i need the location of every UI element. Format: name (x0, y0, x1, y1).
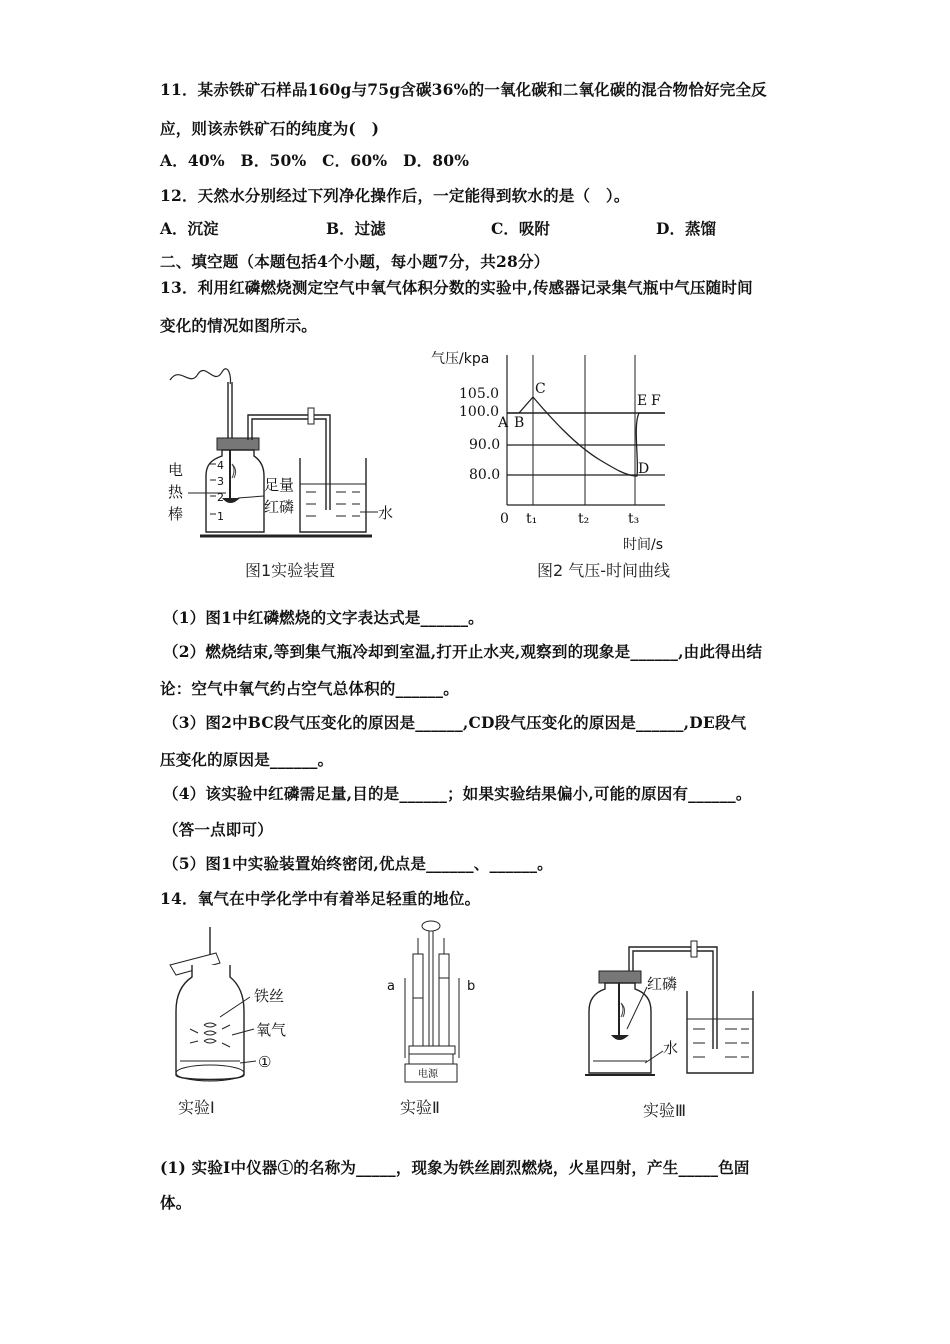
exp1-label-wire: 铁丝 (254, 987, 285, 1005)
q13-sub5: （5）图1中实验装置始终密闭,优点是______、______。 (163, 854, 553, 873)
fig1-rod-label-2: 热 (168, 483, 184, 501)
exp2-figure (375, 918, 495, 1090)
q13-line2: 变化的情况如图所示。 (160, 316, 318, 335)
q11-line2: 应，则该赤铁矿石的纯度为( ) (160, 119, 380, 138)
fig2-point-f: F (651, 393, 661, 409)
fig2-point-b: B (514, 415, 525, 431)
exp3-caption: 实验Ⅲ (643, 1101, 687, 1120)
fig2-point-d: D (638, 461, 650, 477)
fig1-caption: 图1实验装置 (245, 561, 336, 580)
fig2-ylabel: 气压/kpa (431, 351, 490, 367)
exp3-label-phos: 红磷 (647, 975, 678, 993)
fig2-ytick-80: 80.0 (469, 467, 501, 483)
exp1-label-oxygen: 氧气 (256, 1021, 287, 1039)
q14-sub1-line1: (1) 实验Ⅰ中仪器①的名称为_____，现象为铁丝剧烈燃烧，火星四射，产生_____色固 (160, 1158, 750, 1177)
fig2-xtick-t3: t₃ (628, 511, 640, 527)
fig1-phos-label-1: 足量 (264, 476, 295, 494)
fig1-phos-label-2: 红磷 (264, 498, 295, 516)
fig1-scale-3: 3 (217, 475, 224, 488)
section-heading: 二、填空题（本题包括4个小题，每小题7分，共28分） (160, 252, 550, 271)
exp2-caption: 实验Ⅱ (400, 1098, 440, 1117)
q13-sub3-line2: 压变化的原因是______。 (160, 750, 334, 769)
exp2-label-b: b (467, 979, 476, 994)
fig1-apparatus (160, 360, 410, 550)
q13-sub2-line2: 论：空气中氧气约占空气总体积的______。 (160, 679, 459, 698)
fig2-xtick-t1: t₁ (526, 511, 538, 527)
fig1-water-label: 水 (378, 504, 394, 522)
q13-sub2-line1: （2）燃烧结束,等到集气瓶冷却到室温,打开止水夹,观察到的现象是______,由此得出结 (163, 642, 763, 661)
fig2-point-c: C (535, 381, 546, 397)
exp3-figure (585, 925, 760, 1085)
q11-options: A．40% B．50% C．60% D．80% (160, 151, 470, 170)
fig1-scale-4: 4 (217, 459, 224, 472)
exp1-caption: 实验Ⅰ (178, 1098, 215, 1117)
exp2-label-power: 电源 (418, 1069, 438, 1080)
fig2-point-e: E (637, 393, 648, 409)
q13-sub1: （1）图1中红磷燃烧的文字表达式是______。 (163, 608, 484, 627)
fig2-ytick-90: 90.0 (469, 437, 501, 453)
fig2-caption: 图2 气压-时间曲线 (537, 561, 671, 580)
fig2-point-a: A (498, 415, 509, 431)
q12-option-a: A．沉淀 (160, 219, 219, 238)
q12-option-d: D．蒸馏 (656, 219, 716, 238)
q11-line1: 11．某赤铁矿石样品160g与75g含碳36%的一氧化碳和二氧化碳的混合物恰好完全反 (160, 80, 767, 99)
exp1-figure (160, 925, 310, 1120)
q13-sub4-line2: （答一点即可） (163, 820, 273, 839)
fig1-scale-2: 2 (217, 491, 224, 504)
fig1-scale-1: 1 (217, 510, 224, 523)
fig2-xtick-t2: t₂ (578, 511, 590, 527)
fig1-rod-label-1: 电 (168, 461, 184, 479)
exp1-label-circle: ① (258, 1053, 272, 1071)
q13-sub3-line1: （3）图2中BC段气压变化的原因是______,CD段气压变化的原因是______,DE段气 (163, 713, 747, 732)
q12-stem: 12．天然水分别经过下列净化操作后，一定能得到软水的是（ ）。 (160, 186, 630, 205)
q13-line1: 13．利用红磷燃烧测定空气中氧气体积分数的实验中,传感器记录集气瓶中气压随时间 (160, 278, 753, 297)
fig2-xlabel: 时间/s (623, 537, 664, 553)
fig1-rod-label-3: 棒 (168, 505, 184, 523)
fig2-xtick-0: 0 (500, 511, 509, 527)
fig2-ytick-105: 105.0 (459, 386, 500, 402)
q14-stem: 14．氧气在中学化学中有着举足轻重的地位。 (160, 889, 481, 908)
fig2-pressure-chart (425, 345, 685, 560)
q12-option-b: B．过滤 (326, 219, 386, 238)
q13-sub4-line1: （4）该实验中红磷需足量,目的是______；如果实验结果偏小,可能的原因有______。 (163, 784, 752, 803)
q12-option-c: C．吸附 (491, 219, 550, 238)
exp2-label-a: a (387, 979, 395, 994)
exp3-label-water: 水 (663, 1039, 679, 1057)
fig2-ytick-100: 100.0 (459, 404, 500, 420)
q14-sub1-line2: 体。 (160, 1193, 192, 1212)
